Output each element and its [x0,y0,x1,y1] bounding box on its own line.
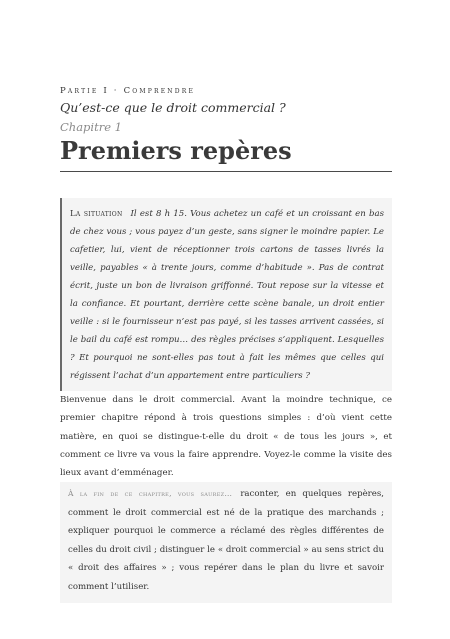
objectives-box [60,482,392,603]
chapter-title: Premiers repères [60,136,292,165]
situation-label: La situation [70,208,123,218]
part-title: Qu’est-ce que le droit commercial ? [60,100,286,115]
header-divider [60,171,392,172]
objectives-text: raconter, en quelques repères, comment le droit commercial est né de la pratique des marchands ; expliquer pourquoi le commerce a réclamé des règles différentes de celles du droit civil ; distinguer le « droit commercial » au sens strict du « droit des affaires » ; vous repérer dans le plan du livre et savoir comment l’utiliser. [68,489,384,592]
intro-paragraph: Bienvenue dans le droit commercial. Avant la moindre technique, ce premier chapitre répond à trois questions simples : d’où vient cette matière, en quoi se distingue-t-elle du droit « de tous les jours », et comment ce livre va vous la faire apprendre. Voyez-le comme la visite des lieux avant d’emménager. [60,395,392,479]
chapter-label: Chapitre 1 [60,120,122,134]
situation-box [60,198,392,391]
chapter-header [60,84,392,167]
objectives-label: À la fin de ce chapitre, vous saurez… [68,489,233,498]
situation-text: Il est 8 h 15. Vous achetez un café et un croissant en bas de chez vous ; vous payez d’un geste, sans signer le moindre papier. Le cafetier, lui, vient de réceptionner trois cartons de tasses livrés la veille, payables « à trente jours, comme d’habitude ». Pas de contrat écrit, juste un bon de livraison griffonné. Tout repose sur la vitesse et la confiance. Et pourtant, derrière cette scène banale, un droit entier veille : si le fournisseur n’est pas payé, si les tasses arrivent cassées, si le bail du café est rompu… des règles précises s’appliquent. Lesquelles ? Et pourquoi ne sont-elles pas tout à fait les mêmes que celles qui régissent l’achat d’un appartement entre particuliers ? [70,209,384,381]
part-label: Partie I · Comprendre [60,86,196,96]
